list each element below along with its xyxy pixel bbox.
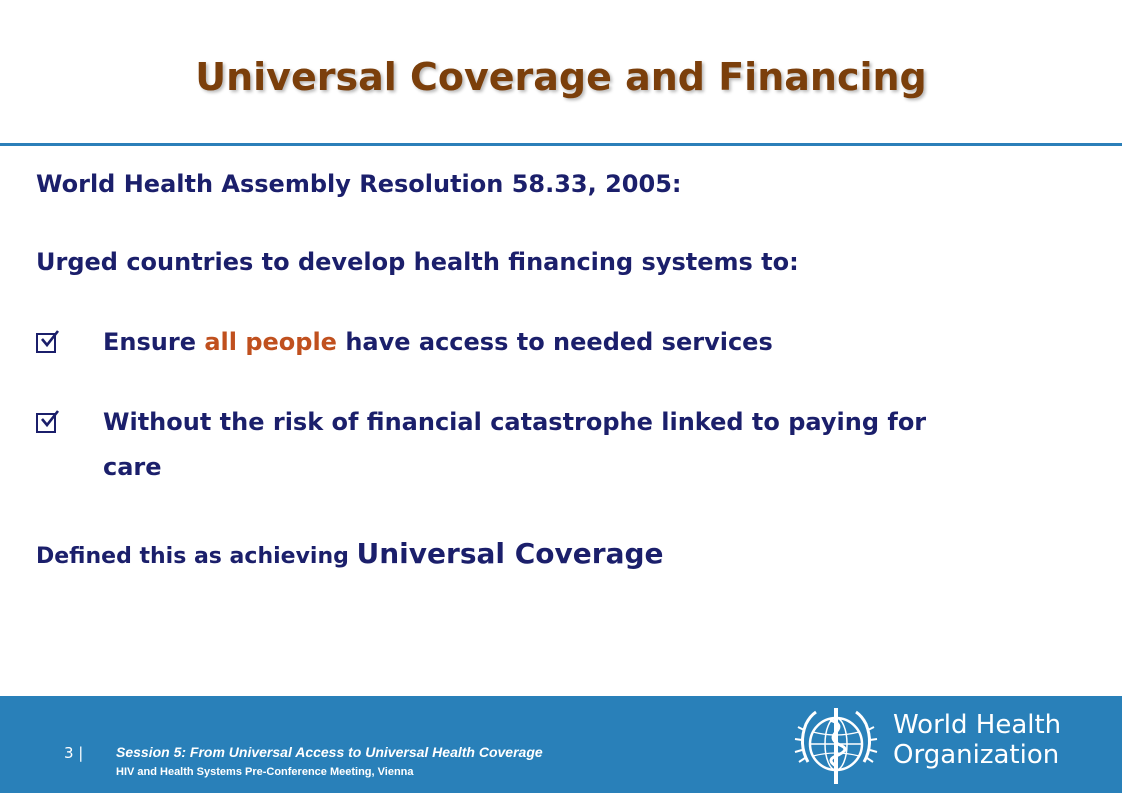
org-name-line2: Organization: [893, 740, 1060, 770]
definition-line: [36, 537, 664, 570]
footer-meeting: HIV and Health Systems Pre-Conference Meeting, Vienna: [116, 766, 414, 778]
bullet-access: [103, 320, 773, 365]
footer-bar: [0, 696, 1122, 793]
org-name-line1: World Health: [893, 710, 1062, 740]
all-people-highlight: all people: [204, 328, 337, 356]
checkbox-checked-icon: [36, 413, 56, 433]
universal-coverage-emphasis: Universal Coverage: [356, 537, 664, 570]
bullet-financial-risk-line-a: Without the risk of financial catastrophe linked to paying for: [103, 408, 927, 436]
bullet-access-after: have access to needed services: [336, 328, 773, 356]
urged-line: Urged countries to develop health financing systems to:: [36, 248, 799, 276]
who-emblem-icon: [790, 700, 882, 792]
page-number: 3 |: [64, 744, 84, 762]
checkbox-checked-icon: [36, 333, 56, 353]
bullet-financial-risk-line-b: care: [103, 453, 162, 481]
resolution-line: World Health Assembly Resolution 58.33, 2005:: [36, 170, 682, 198]
definition-lead: Defined this as achieving: [36, 544, 357, 569]
footer-session: Session 5: From Universal Access to Universal Health Coverage: [116, 744, 543, 760]
title-divider: [0, 143, 1122, 146]
bullet-financial-risk: [103, 400, 926, 490]
slide-title: Universal Coverage and Financing: [195, 55, 927, 99]
bullet-access-before: Ensure: [103, 328, 205, 356]
org-name: [893, 710, 1061, 770]
